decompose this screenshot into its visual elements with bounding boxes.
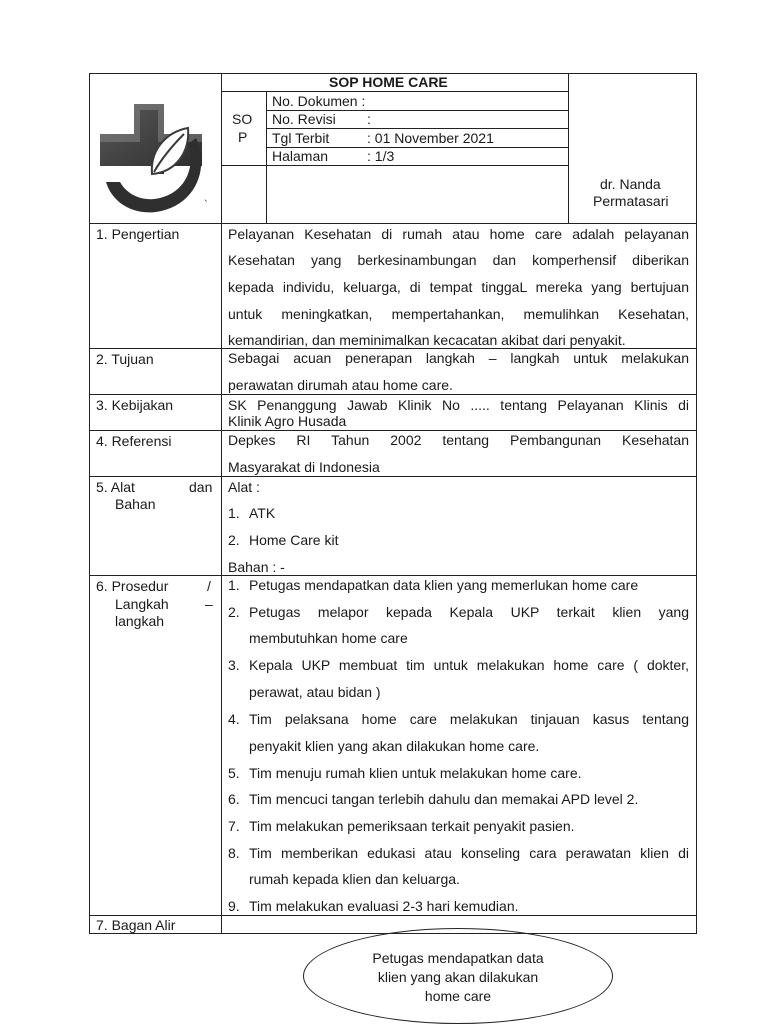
referensi-line: Depkes RI Tahun 2002 tentang Pembangunan Kesehatan — [228, 432, 689, 448]
row-divider — [89, 476, 697, 477]
section-label-prosedur: – — [205, 596, 213, 612]
step-text: Kepala UKP membuat tim untuk melakukan home care ( dokter, — [249, 657, 689, 673]
step-number: 5. — [228, 765, 240, 781]
section-label-kebijakan: 3. Kebijakan — [96, 397, 174, 413]
step-number: 1. — [228, 577, 240, 593]
flowchart-node-line: home care — [424, 988, 492, 1004]
referensi-line: Masyarakat di Indonesia — [228, 459, 380, 475]
medical-cross-leaf-icon — [92, 98, 220, 220]
step-text: Petugas mendapatkan data klien yang memerlukan home care — [249, 577, 639, 593]
pengertian-line: untuk meningkatkan, mempertahankan, memulihkan Kesehatan, — [228, 306, 689, 322]
step-text: penyakit klien yang akan dilakukan home care. — [249, 738, 540, 754]
logo-mark: ` — [204, 199, 208, 211]
doc-number-label: No. Dokumen : — [272, 93, 366, 109]
alat-item-number: 2. — [228, 532, 240, 548]
section-label-referensi: 4. Referensi — [96, 433, 172, 449]
pengertian-line: Pelayanan Kesehatan di rumah atau home care adalah pelayanan — [228, 226, 689, 242]
step-number: 2. — [228, 604, 240, 620]
section-label-alat: dan — [189, 479, 213, 495]
flowchart-node-text — [330, 949, 586, 1006]
section-label-prosedur: Langkah — [115, 596, 169, 612]
signatory-name: dr. Nanda — [600, 176, 661, 192]
alat-item: Home Care kit — [249, 532, 339, 548]
section-label-pengertian: 1. Pengertian — [96, 226, 180, 242]
step-text: Tim pelaksana home care melakukan tinjauan kasus tentang — [249, 711, 689, 727]
tujuan-line: Sebagai acuan penerapan langkah – langkah untuk melakukan — [228, 350, 689, 366]
flowchart-node-line: Petugas mendapatkan data — [372, 950, 544, 966]
step-number: 4. — [228, 711, 240, 727]
bahan-line: Bahan : - — [228, 559, 285, 575]
step-text: Petugas melapor kepada Kepala UKP terkait klien yang — [249, 604, 689, 620]
table-border-right — [696, 73, 697, 934]
alat-heading: Alat : — [228, 479, 260, 495]
kebijakan-line: Klinik Agro Husada — [228, 413, 347, 429]
section-label-alat: Bahan — [115, 496, 156, 512]
section-label-alat: 5. Alat — [96, 479, 135, 495]
issue-date-label: Tgl Terbit — [272, 130, 330, 146]
pengertian-line: Kesehatan yang berkesinambungan dan komperhensif diberikan — [228, 252, 689, 268]
page-label: Halaman — [272, 148, 329, 164]
revision-label: No. Revisi — [272, 111, 336, 127]
alat-item: ATK — [249, 505, 276, 521]
pengertian-line: kemandirian, dan meminimalkan kecacatan akibat dari penyakit. — [228, 332, 626, 348]
step-text: Tim menuju rumah klien untuk melakukan home care. — [249, 765, 582, 781]
kebijakan-line: SK Penanggung Jawab Klinik No ..... tentang Pelayanan Klinis di — [228, 397, 689, 413]
step-text: perawat, atau bidan ) — [249, 684, 381, 700]
clinic-logo — [92, 98, 220, 220]
step-text: rumah kepada klien dan keluarga. — [249, 871, 460, 887]
alat-item-number: 1. — [228, 505, 240, 521]
step-text: Tim mencuci tangan terlebih dahulu dan memakai APD level 2. — [249, 791, 639, 807]
section-label-tujuan: 2. Tujuan — [96, 351, 154, 367]
table-border-left — [89, 73, 90, 934]
step-number: 8. — [228, 845, 240, 861]
step-number: 3. — [228, 657, 240, 673]
step-text: Tim melakukan evaluasi 2-3 hari kemudian. — [249, 898, 519, 914]
sop-label: P — [238, 129, 248, 145]
step-number: 9. — [228, 898, 240, 914]
flowchart-node-line: klien yang akan dilakukan — [377, 969, 539, 985]
pengertian-line: kepada individu, keluarga, di tempat tinggaL mereka yang bertujuan — [228, 279, 689, 295]
signatory-name: Permatasari — [593, 193, 669, 209]
section-label-bagan-alir: 7. Bagan Alir — [96, 917, 176, 933]
document-title: SOP HOME CARE — [329, 74, 448, 90]
step-text: Tim memberikan edukasi atau konseling cara perawatan klien di — [249, 845, 689, 861]
section-label-prosedur: / — [207, 578, 211, 594]
step-text: Tim melakukan pemeriksaan terkait penyakit pasien. — [249, 818, 575, 834]
section-label-prosedur: 6. Prosedur — [96, 578, 169, 594]
header-col-divider-1 — [221, 73, 222, 934]
sop-label: SO — [232, 111, 253, 127]
section-label-prosedur: langkah — [115, 613, 165, 629]
header-row-line — [221, 165, 569, 166]
page-value: : 1/3 — [367, 148, 395, 164]
tujuan-line: perawatan dirumah atau home care. — [228, 377, 453, 393]
step-number: 6. — [228, 791, 240, 807]
step-text: membutuhkan home care — [249, 630, 408, 646]
step-number: 7. — [228, 818, 240, 834]
revision-value: : — [367, 111, 371, 127]
issue-date-value: : 01 November 2021 — [367, 130, 494, 146]
